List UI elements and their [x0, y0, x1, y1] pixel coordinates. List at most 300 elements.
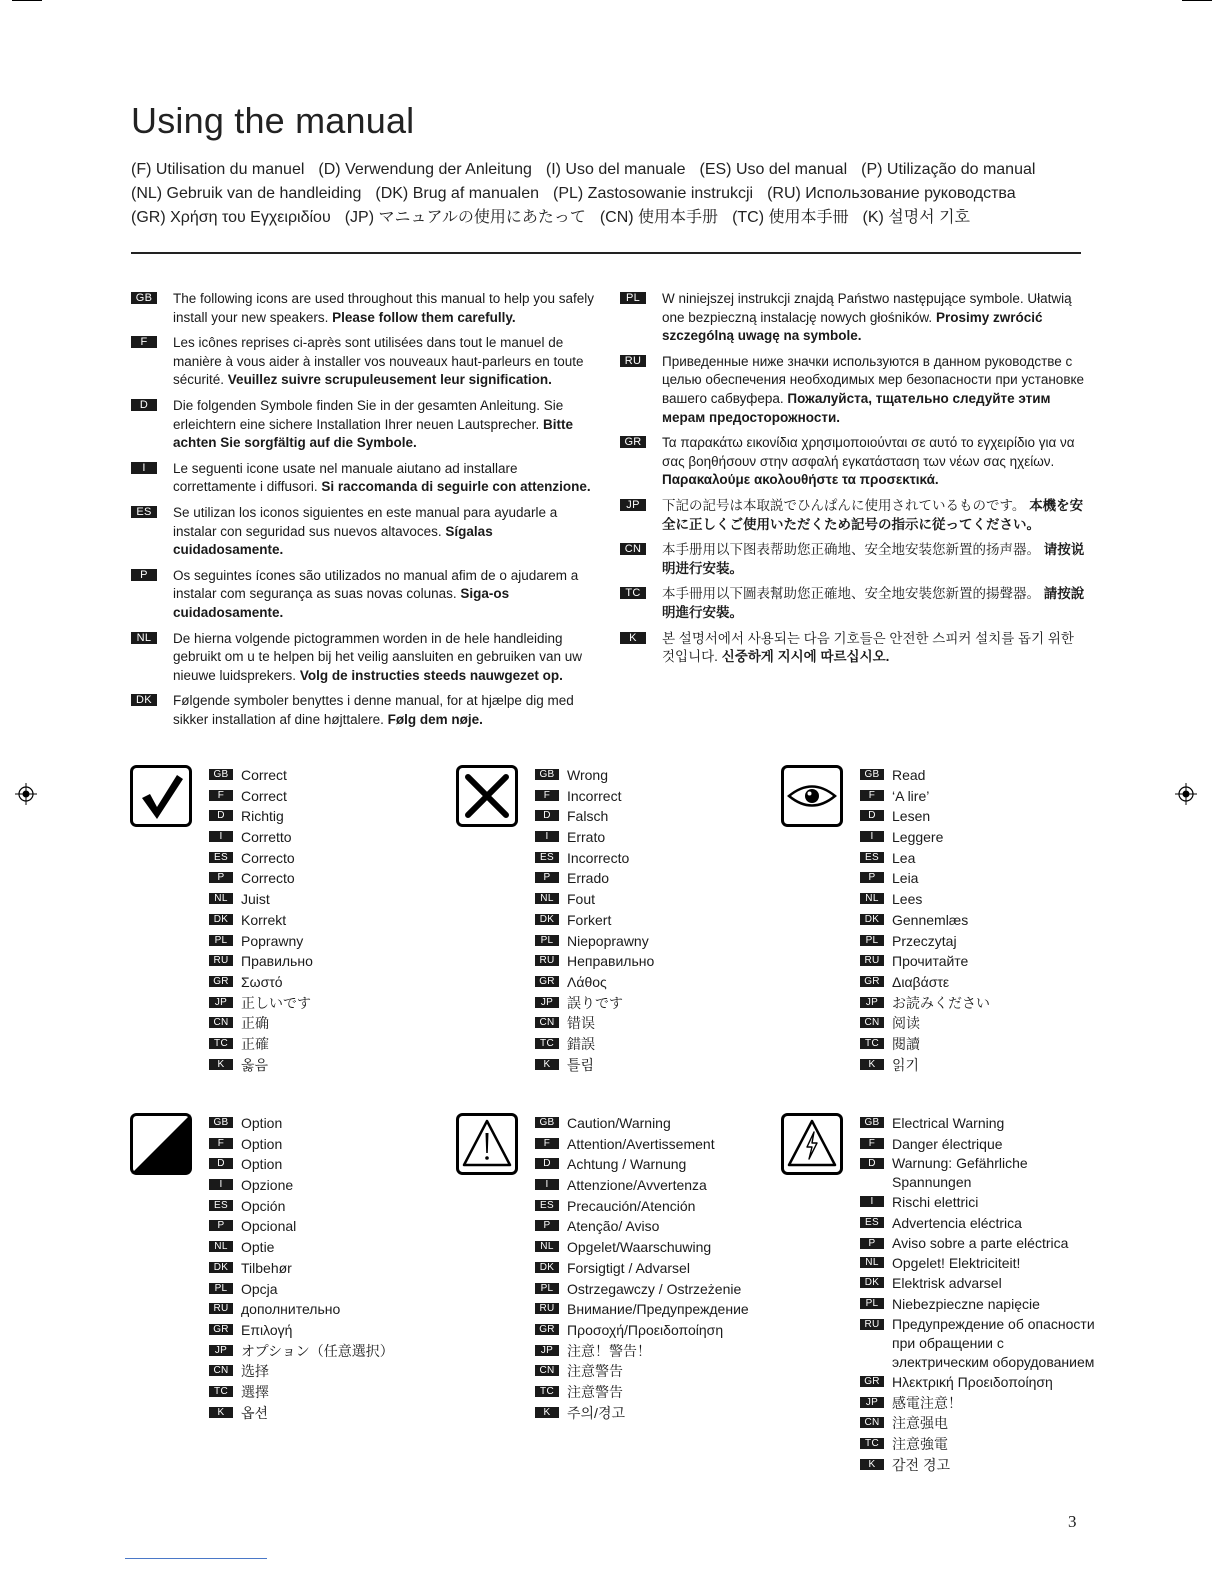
intro-paragraph — [131, 630, 601, 686]
lang-badge: F — [209, 1138, 233, 1149]
lang-badge: TC — [209, 1038, 233, 1049]
lang-badge: TC — [535, 1038, 559, 1049]
divider — [131, 252, 1081, 254]
translation-row — [535, 1341, 749, 1362]
intro-text: 본 설명서에서 사용되는 다음 기호들은 안전한 스피커 설치를 돕기 위한 것입니다. — [662, 630, 1074, 665]
intro-emphasis: Please follow them carefully. — [332, 309, 516, 325]
translation-row — [209, 1299, 394, 1320]
lang-badge: K — [860, 1059, 884, 1070]
lang-badge: JP — [209, 1345, 233, 1356]
translation-text: 選擇 — [241, 1383, 269, 1400]
lang-badge: K — [535, 1059, 559, 1070]
lang-badge: JP — [535, 1345, 559, 1356]
translation-row — [535, 889, 654, 910]
lang-badge: GR — [860, 976, 884, 987]
lang-badge: I — [209, 831, 233, 842]
intro-text: Die folgenden Symbole finden Sie in der gesamten Anleitung. Sie erleichtern eine sichere Installation Ihrer neuen Lautsprecher. — [173, 397, 564, 432]
translation-row — [860, 1294, 1102, 1315]
lang-badge: DK — [535, 1262, 559, 1273]
lang-badge: TC — [860, 1438, 884, 1449]
registration-mark-icon — [1175, 783, 1197, 805]
lang-badge: TC — [860, 1038, 884, 1049]
translation-text: Errado — [567, 870, 610, 887]
page-title: Using the manual — [131, 100, 415, 141]
translation-row — [860, 1372, 1102, 1393]
intro-paragraph — [620, 585, 1085, 622]
lang-badge: PL — [209, 935, 233, 946]
lang-badge: NL — [535, 893, 559, 904]
translation-row — [535, 972, 654, 993]
translation-row — [209, 972, 313, 993]
translation-text: Предупреждение об опасности при обращении с электрическим оборудованием — [892, 1315, 1095, 1370]
translation-row — [209, 1216, 394, 1237]
translation-text: Niepoprawny — [567, 932, 649, 949]
lang-badge: F — [860, 790, 884, 801]
translation-text: 正确 — [241, 1015, 269, 1032]
translation-row — [860, 1055, 990, 1076]
translation-text: 感電注意！ — [892, 1394, 962, 1411]
translation-text: Danger électrique — [892, 1135, 1003, 1152]
intro-paragraph — [131, 397, 601, 453]
lang-badge: P — [860, 872, 884, 883]
lang-badge: CN — [860, 1417, 884, 1428]
lang-badge: TC — [620, 587, 646, 599]
translation-row — [860, 1013, 990, 1034]
translation-text: Ostrzegawczy / Ostrzeżenie — [567, 1280, 742, 1297]
translation-text: Optie — [241, 1239, 275, 1256]
lang-badge: K — [209, 1407, 233, 1418]
translation-text: Opgelet! Elektriciteit! — [892, 1254, 1021, 1271]
intro-text: Le seguenti icone usate nel manuale aiutano ad installare correttamente i diffusori. — [173, 460, 518, 495]
translation-row — [860, 1213, 1102, 1234]
translation-text: Forkert — [567, 911, 612, 928]
translation-text: Caution/Warning — [567, 1115, 671, 1131]
lang-badge: CN — [620, 543, 646, 555]
translation-row — [860, 1113, 1102, 1134]
translation-text: Rischi elettrici — [892, 1194, 979, 1211]
translation-text: Precaución/Atención — [567, 1197, 696, 1214]
lang-badge: D — [860, 1158, 884, 1169]
translation-row — [535, 951, 654, 972]
translation-text: 正しいです — [241, 994, 311, 1011]
translation-list — [860, 765, 990, 1075]
intro-emphasis: 本機を安全に正しくご使用いただくため記号の指示に従ってください。 — [662, 497, 1084, 532]
translation-text: Tilbehør — [241, 1259, 292, 1276]
translation-row — [535, 1175, 749, 1196]
translation-row — [535, 1382, 749, 1403]
translation-row — [860, 993, 990, 1014]
translation-row — [209, 786, 313, 807]
translation-row — [209, 910, 313, 931]
translation-row — [209, 1134, 394, 1155]
translation-list — [535, 1113, 749, 1423]
translation-text: Option — [241, 1156, 283, 1173]
subtitle-translations — [131, 158, 1111, 230]
translation-text: 阅读 — [892, 1015, 920, 1032]
intro-text: Os seguintes ícones são utilizados no manual afim de o ajudarem a instalar com segurança as suas novas colunas. — [173, 567, 579, 602]
crop-mark-left — [12, 0, 42, 1]
translation-row — [209, 827, 313, 848]
lang-badge: D — [535, 810, 559, 821]
eye-icon — [781, 765, 843, 827]
translation-row — [535, 1216, 749, 1237]
translation-text: Elektrisk advarsel — [892, 1275, 1002, 1292]
translation-text: Poprawny — [241, 932, 304, 949]
translation-row — [535, 1320, 749, 1341]
translation-text: 주의/경고 — [567, 1404, 625, 1421]
translation-text: Niebezpieczne napięcie — [892, 1296, 1040, 1313]
lang-badge: CN — [209, 1017, 233, 1028]
translation-row — [860, 910, 990, 931]
checkmark-icon — [130, 765, 192, 827]
translation-row — [535, 1361, 749, 1382]
translation-text: Forsigtigt / Advarsel — [567, 1259, 690, 1276]
lang-badge: GB — [535, 769, 559, 780]
subtitle-item: (JP) マニュアルの使用にあたって — [344, 209, 586, 226]
translation-row — [860, 1393, 1102, 1414]
translation-row — [209, 1196, 394, 1217]
translation-text: 注意強電 — [892, 1435, 948, 1452]
translation-text: Ηλεκτρική Προειδοποίηση — [892, 1373, 1053, 1390]
intro-column-right — [620, 290, 1085, 674]
translation-row — [209, 1320, 394, 1341]
translation-row — [860, 827, 990, 848]
intro-emphasis: 請按說明進行安裝。 — [662, 586, 1085, 620]
lang-badge: TC — [209, 1386, 233, 1397]
lang-badge: P — [535, 1220, 559, 1231]
translation-text: Errato — [567, 829, 606, 846]
lang-badge: P — [535, 872, 559, 883]
intro-paragraph — [131, 567, 601, 623]
lang-badge: D — [535, 1158, 559, 1169]
translation-text: Korrekt — [241, 911, 287, 928]
translation-text: Advertencia eléctrica — [892, 1215, 1022, 1232]
translation-text: Opcja — [241, 1280, 278, 1297]
lang-badge: GR — [535, 976, 559, 987]
lang-badge: PL — [860, 935, 884, 946]
translation-row — [209, 1361, 394, 1382]
translation-text: 감전 경고 — [892, 1456, 950, 1473]
translation-text: Διαβάστε — [892, 973, 950, 990]
intro-text: De hierna volgende pictogrammen worden in de hele handleiding gebruikt om u te helpen bij het veilig aansluiten en gebruiken van uw nieuwe luidsprekers. — [173, 630, 583, 683]
translation-text: Opgelet/Waarschuwing — [567, 1239, 712, 1256]
subtitle-item: (F) Utilisation du manuel — [131, 161, 305, 178]
lang-badge: K — [860, 1459, 884, 1470]
translation-list — [209, 1113, 394, 1423]
translation-row — [535, 1113, 749, 1134]
lang-badge: RU — [535, 955, 559, 966]
lang-badge: RU — [209, 1303, 233, 1314]
translation-row — [535, 1034, 654, 1055]
crop-mark-right — [1182, 0, 1212, 1]
translation-text: Leggere — [892, 829, 944, 846]
registration-mark-icon — [15, 783, 37, 805]
translation-row — [535, 993, 654, 1014]
translation-row — [860, 1413, 1102, 1434]
translation-row — [535, 910, 654, 931]
intro-emphasis: Si raccomanda di seguirle con attenzione. — [321, 479, 591, 495]
translation-row — [535, 1299, 749, 1320]
translation-text: Lees — [892, 891, 923, 908]
lang-badge: DK — [535, 914, 559, 925]
subtitle-item: (GR) Χρήση του Εγχειριδίου — [131, 209, 331, 226]
lang-badge: RU — [620, 355, 646, 367]
lang-badge: NL — [860, 893, 884, 904]
intro-emphasis: Prosimy zwrócić szczególną uwagę na symbole. — [662, 309, 1043, 344]
translation-text: 注意警告 — [567, 1363, 623, 1380]
intro-paragraph — [131, 290, 601, 327]
lang-badge: GB — [131, 292, 157, 304]
lang-badge: JP — [860, 997, 884, 1008]
translation-row — [860, 868, 990, 889]
translation-row — [860, 889, 990, 910]
lang-badge: I — [535, 1179, 559, 1190]
translation-text: Λάθος — [567, 973, 607, 990]
lang-badge: RU — [860, 1319, 884, 1330]
lang-badge: NL — [209, 1241, 233, 1252]
translation-row — [209, 1154, 394, 1175]
lang-badge: PL — [860, 1298, 884, 1309]
translation-text: 誤りです — [567, 994, 623, 1011]
lang-badge: RU — [535, 1303, 559, 1314]
translation-row — [209, 1403, 394, 1424]
translation-row — [860, 1315, 1102, 1372]
subtitle-line — [131, 206, 1111, 230]
lang-badge: GR — [209, 1324, 233, 1335]
translation-row — [209, 931, 313, 952]
translation-row — [860, 1253, 1102, 1274]
translation-text: Attention/Avertissement — [567, 1135, 715, 1152]
translation-text: Correcto — [241, 849, 295, 866]
translation-text: Falsch — [567, 808, 609, 825]
translation-row — [209, 1013, 313, 1034]
translation-row — [535, 1258, 749, 1279]
warning-icon — [456, 1113, 518, 1175]
lang-badge: CN — [860, 1017, 884, 1028]
translation-row — [860, 1034, 990, 1055]
translation-row — [209, 1279, 394, 1300]
intro-paragraph — [131, 504, 601, 560]
translation-row — [209, 806, 313, 827]
translation-text: Correcto — [241, 870, 295, 887]
intro-text: Τα παρακάτω εικονίδια χρησιμοποιούνται σε αυτό το εγχειρίδιο για να σας βοηθήσουν στην ασφαλή εγκατάσταση των νέων σας ηχείων. — [662, 435, 1075, 469]
lang-badge: ES — [535, 852, 559, 863]
lang-badge: D — [209, 1158, 233, 1169]
translation-row — [535, 806, 654, 827]
translation-text: 옵션 — [241, 1404, 269, 1421]
translation-row — [535, 1134, 749, 1155]
lang-badge: F — [209, 790, 233, 801]
translation-row — [535, 1013, 654, 1034]
translation-text: Option — [241, 1115, 283, 1131]
subtitle-item: (PL) Zastosowanie instrukcji — [553, 185, 754, 202]
lang-badge: F — [535, 1138, 559, 1149]
lang-badge: K — [535, 1407, 559, 1418]
intro-emphasis: Bitte achten Sie sorgfältig auf die Symbole. — [173, 416, 573, 451]
lang-badge: GR — [535, 1324, 559, 1335]
translation-text: Atenção/ Aviso — [567, 1218, 660, 1235]
intro-emphasis: 신중하게 지시에 따르십시오. — [721, 649, 890, 665]
intro-emphasis: Følg dem nøje. — [387, 711, 483, 727]
translation-text: Προσοχή/Προειδοποίηση — [567, 1321, 724, 1338]
subtitle-item: (DK) Brug af manualen — [375, 185, 539, 202]
translation-row — [209, 1034, 313, 1055]
translation-text: Aviso sobre a parte eléctrica — [892, 1234, 1069, 1251]
translation-row — [209, 993, 313, 1014]
lang-badge: DK — [860, 1277, 884, 1288]
translation-row — [535, 1279, 749, 1300]
translation-text: Lea — [892, 849, 916, 866]
translation-row — [860, 1134, 1102, 1155]
intro-text: Følgende symboler benyttes i denne manual, for at hjælpe dig med sikker installation af dine højttalere. — [173, 693, 574, 727]
translation-text: Неправильно — [567, 953, 655, 970]
lang-badge: NL — [131, 632, 157, 644]
lang-badge: RU — [209, 955, 233, 966]
lang-badge: GR — [620, 436, 646, 448]
subtitle-item: (CN) 使用本手册 — [599, 209, 719, 226]
lang-badge: DK — [860, 914, 884, 925]
lang-badge: D — [860, 810, 884, 821]
footer-rule — [125, 1558, 267, 1559]
intro-paragraph — [620, 541, 1085, 578]
translation-text: Прочитайте — [892, 953, 969, 970]
translation-text: Warnung: Gefährliche Spannungen — [892, 1155, 1028, 1191]
lang-badge: JP — [620, 499, 646, 511]
lang-badge: ES — [131, 506, 157, 518]
subtitle-line — [131, 182, 1111, 206]
translation-row — [860, 765, 990, 786]
translation-row — [209, 1237, 394, 1258]
translation-list — [209, 765, 313, 1075]
lang-badge: DK — [131, 694, 157, 706]
translation-text: Внимание/Предупреждение — [567, 1301, 749, 1318]
translation-row — [209, 1175, 394, 1196]
translation-row — [535, 868, 654, 889]
lang-badge: GR — [209, 976, 233, 987]
lang-badge: GR — [860, 1376, 884, 1387]
translation-text: Opzione — [241, 1177, 294, 1194]
lang-badge: JP — [209, 997, 233, 1008]
translation-row — [535, 848, 654, 869]
page-number: 3 — [1068, 1512, 1077, 1531]
translation-text: Fout — [567, 891, 596, 908]
lang-badge: DK — [209, 914, 233, 925]
translation-text: ‘A lire’ — [892, 787, 930, 804]
subtitle-item: (RU) Использование руководства — [767, 185, 1016, 202]
translation-text: 읽기 — [892, 1056, 920, 1073]
lang-badge: F — [860, 1138, 884, 1149]
lang-badge: NL — [860, 1257, 884, 1268]
electrical-warning-icon — [781, 1113, 843, 1175]
subtitle-item: (ES) Uso del manual — [699, 161, 848, 178]
translation-text: Incorrecto — [567, 849, 630, 866]
translation-text: Corretto — [241, 829, 292, 846]
translation-text: 틀림 — [567, 1056, 595, 1073]
lang-badge: TC — [535, 1386, 559, 1397]
lang-badge: F — [131, 336, 157, 348]
lang-badge: P — [209, 872, 233, 883]
lang-badge: P — [209, 1220, 233, 1231]
subtitle-item: (TC) 使用本手冊 — [732, 209, 849, 226]
lang-badge: PL — [209, 1283, 233, 1294]
translation-text: Richtig — [241, 808, 284, 825]
subtitle-item: (K) 설명서 기호 — [862, 209, 970, 226]
translation-row — [209, 951, 313, 972]
lang-badge: P — [131, 569, 157, 581]
translation-row — [209, 1055, 313, 1076]
translation-text: Correct — [241, 767, 287, 783]
intro-emphasis: Sígalas cuidadosamente. — [173, 523, 493, 558]
cross-icon — [456, 765, 518, 827]
translation-row — [860, 1154, 1102, 1192]
subtitle-item: (D) Verwendung der Anleitung — [318, 161, 532, 178]
translation-text: Opcional — [241, 1218, 297, 1235]
intro-emphasis: Veuillez suivre scrupuleusement leur signification. — [227, 372, 552, 388]
translation-text: 注意强电 — [892, 1415, 948, 1432]
translation-text: 正確 — [241, 1035, 269, 1052]
translation-text: Gennemlæs — [892, 911, 969, 928]
lang-badge: PL — [535, 1283, 559, 1294]
translation-row — [535, 1196, 749, 1217]
option-icon — [130, 1113, 192, 1175]
intro-text: 本手冊用以下圖表幫助您正確地、安全地安裝您新置的揚聲器。 — [662, 586, 1040, 602]
intro-text: Les icônes reprises ci-après sont utilisées dans tout le manuel de manière à vous aider à installer vos nouveaux haut-parleurs en toute sécurité. — [173, 335, 584, 388]
lang-badge: K — [209, 1059, 233, 1070]
lang-badge: RU — [860, 955, 884, 966]
lang-badge: NL — [535, 1241, 559, 1252]
translation-row — [860, 806, 990, 827]
translation-row — [535, 786, 654, 807]
lang-badge: I — [860, 1196, 884, 1207]
translation-row — [535, 1237, 749, 1258]
lang-badge: I — [860, 831, 884, 842]
lang-badge: ES — [209, 1200, 233, 1211]
intro-paragraph — [620, 434, 1085, 490]
translation-text: Read — [892, 767, 926, 783]
subtitle-item: (I) Uso del manuale — [545, 161, 686, 178]
translation-row — [860, 848, 990, 869]
translation-text: Σωστό — [241, 973, 283, 990]
intro-emphasis: Пожалуйста, тщательно следуйте этим мерам предосторожности. — [662, 390, 1051, 425]
subtitle-item: (P) Utilização do manual — [861, 161, 1036, 178]
subtitle-item: (NL) Gebruik van de handleiding — [131, 185, 362, 202]
intro-emphasis: 请按说明进行安装。 — [662, 542, 1085, 576]
intro-emphasis: Siga-os cuidadosamente. — [173, 586, 510, 620]
intro-paragraph — [131, 334, 601, 390]
lang-badge: CN — [535, 1365, 559, 1376]
translation-row — [860, 1192, 1102, 1213]
intro-text: 下記の記号は本取説でひんぱんに使用されているものです。 — [662, 497, 1026, 513]
lang-badge: DK — [209, 1262, 233, 1273]
translation-text: Επιλογή — [241, 1321, 293, 1338]
lang-badge: JP — [860, 1397, 884, 1408]
translation-text: Incorrect — [567, 787, 622, 804]
translation-text: 옳음 — [241, 1056, 269, 1073]
intro-paragraph — [620, 290, 1085, 346]
translation-row — [209, 1258, 394, 1279]
intro-emphasis: Volg de instructies steeds nauwgezet op. — [299, 667, 563, 683]
translation-row — [535, 1154, 749, 1175]
translation-row — [209, 1341, 394, 1362]
translation-row — [209, 1382, 394, 1403]
translation-row — [535, 827, 654, 848]
lang-badge: I — [535, 831, 559, 842]
translation-row — [209, 1113, 394, 1134]
intro-text: The following icons are used throughout this manual to help you safely install your new speakers. — [173, 291, 595, 325]
translation-row — [535, 1403, 749, 1424]
translation-text: オプション（任意選択） — [241, 1342, 394, 1359]
translation-text: Electrical Warning — [892, 1115, 1005, 1131]
